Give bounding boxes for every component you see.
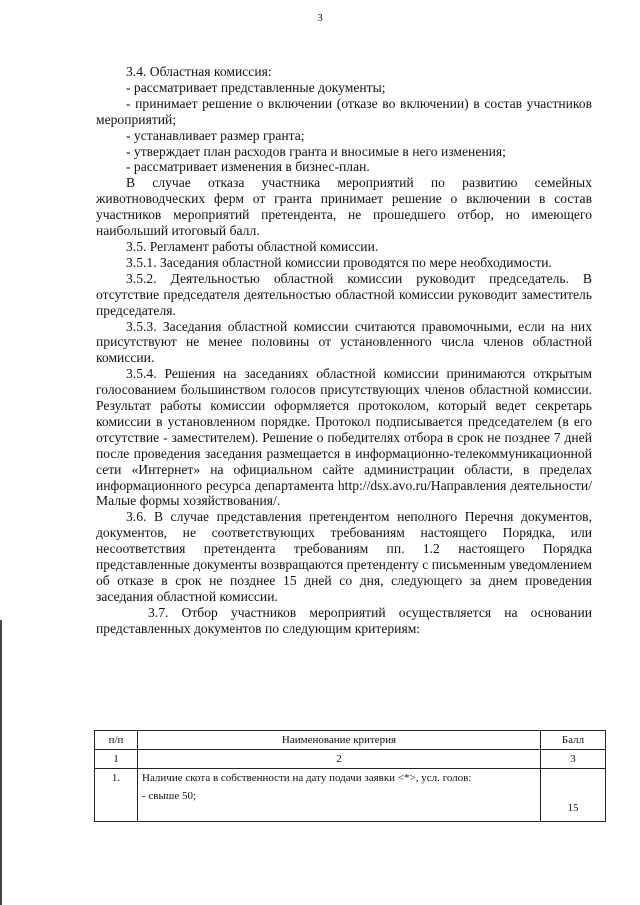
- paragraph: 3.5.2. Деятельностью областной комиссии руководит председатель. В отсутствие председателя деятельностью областной комиссии руководит заместитель председателя.: [96, 270, 592, 318]
- page-number: 3: [317, 12, 323, 24]
- table-cell: 1: [95, 750, 138, 769]
- criteria-table: [94, 730, 606, 822]
- list-item: - рассматривает изменения в бизнес-план.: [126, 159, 370, 175]
- table-header-row: [95, 731, 606, 750]
- paragraph: 3.5.1. Заседания областной комиссии проводятся по мере необходимости.: [126, 254, 552, 270]
- list-item: - рассматривает представленные документы;: [126, 79, 386, 95]
- row-number: 1.: [95, 769, 138, 822]
- paragraph: 3.6. В случае представления претендентом неполного Перечня документов, документов, не соответствующих требованиям настоящего Порядка, или несоответствия претендента требованиям пп. 1.2 настоящего Порядка представленные документы возвращаются претенденту с письменным уведомлением об отказе в срок не позднее 15 дней со дня, следующего за днем проведения заседания областной комиссии.: [96, 509, 592, 604]
- criterion-cell: [138, 769, 541, 822]
- paragraph: В случае отказа участника мероприятий по развитию семейных животноводческих ферм от гранта принимает решение о включении в состав участников мероприятий претендента, не прошедшего отбор, но имеющего наибольший итоговый балл.: [96, 175, 592, 239]
- scan-edge-line: [0, 620, 2, 905]
- table-row: [95, 769, 606, 822]
- criterion-text: Наличие скота в собственности на дату подачи заявки <*>, усл. голов:: [142, 772, 472, 784]
- column-header-criterion: Наименование критерия: [138, 731, 541, 750]
- table-cell: 3: [541, 750, 606, 769]
- paragraph: 3.5.3. Заседания областной комиссии считаются правомочными, если на них присутствуют не менее половины от установленного числа членов областной комиссии.: [96, 318, 592, 366]
- column-header-score: Балл: [541, 731, 606, 750]
- section-heading: 3.5. Регламент работы областной комиссии.: [126, 238, 379, 254]
- paragraph: 3.5.4. Решения на заседаниях областной комиссии принимаются открытым голосованием большинством голосов присутствующих членов областной комиссии. Результат работы комиссии оформляется протоколом, который ведет секретарь комиссии в установленном порядке. Протокол подписывается председателем (в его отсутствие - заместителем). Решение о победителях отбора в срок не позднее 7 дней после проведения заседания размещается в информационно-телекоммуникационной сети «Интернет» на официальном сайте администрации области, в пределах информационного ресурса департамента http://dsx.avo.ru/Направления деятельности/Малые формы хозяйствования/.: [96, 366, 592, 509]
- criterion-subitem: - свыше 50;: [142, 790, 197, 802]
- list-item: - устанавливает размер гранта;: [126, 127, 305, 143]
- table-cell: 2: [138, 750, 541, 769]
- section-heading: 3.4. Областная комиссия:: [126, 64, 272, 79]
- document-body: [96, 64, 592, 637]
- score-cell: 15: [541, 769, 606, 822]
- list-item: - принимает решение о включении (отказе во включении) в состав участников мероприятий;: [96, 95, 592, 127]
- column-header-number: п/п: [95, 731, 138, 750]
- list-item: - утверждает план расходов гранта и вносимые в него изменения;: [126, 143, 506, 159]
- table-index-row: [95, 750, 606, 769]
- paragraph: 3.7. Отбор участников мероприятий осуществляется на основании представленных документов по следующим критериям:: [96, 604, 592, 636]
